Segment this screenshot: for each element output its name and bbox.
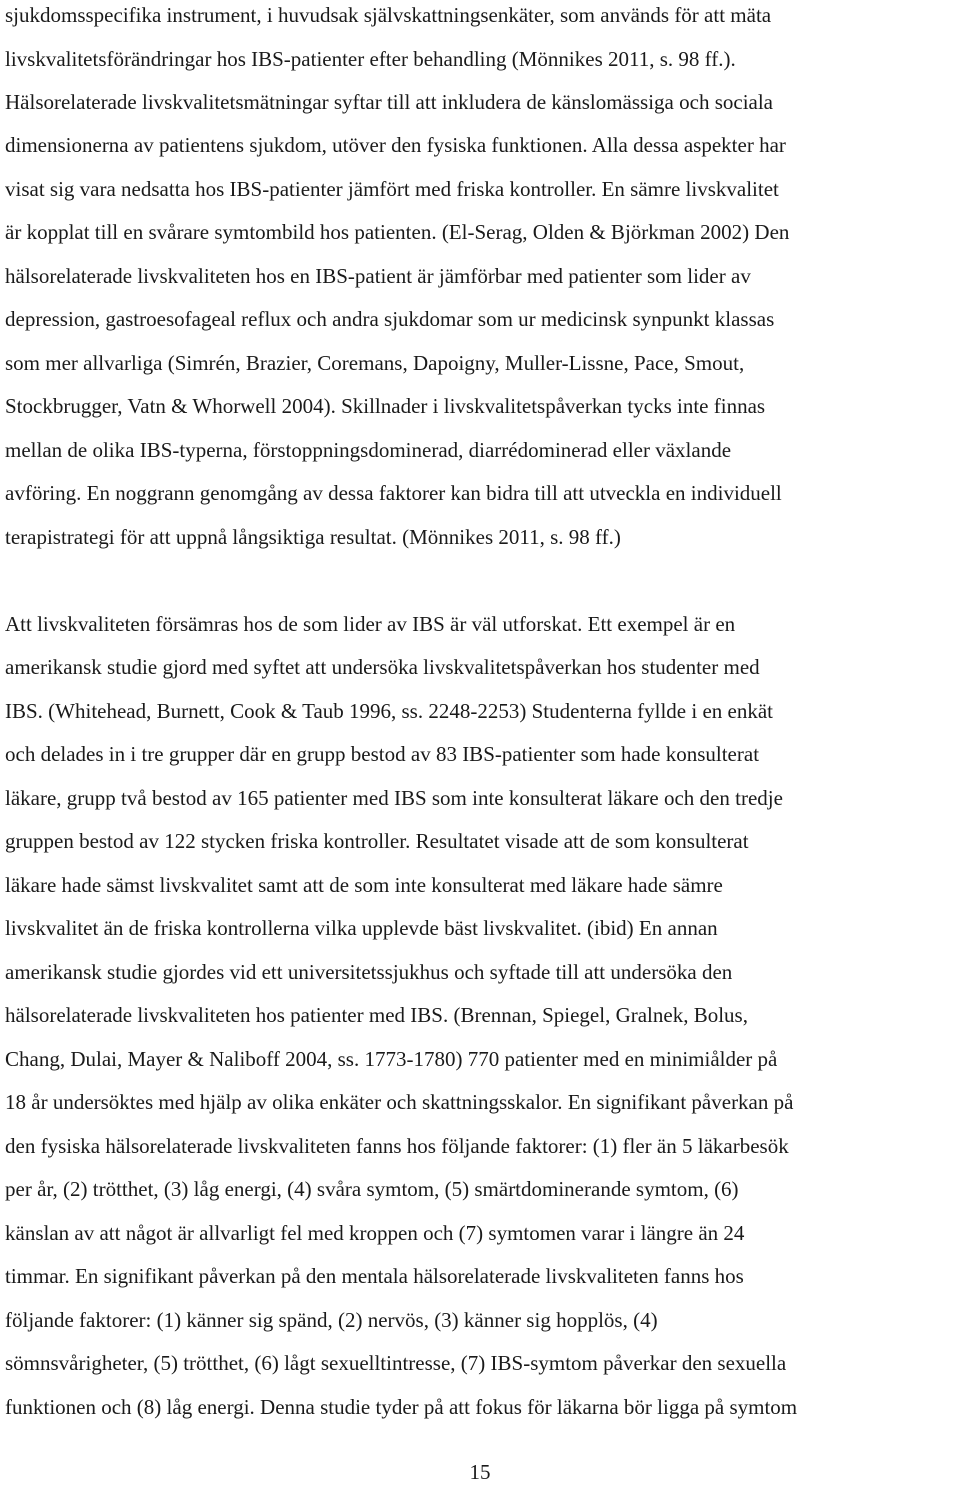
text-line: Stockbrugger, Vatn & Whorwell 2004). Skillnader i livskvalitetspåverkan tycks inte finnas	[5, 394, 766, 418]
text-line: den fysiska hälsorelaterade livskvaliteten fanns hos följande faktorer: (1) fler än 5 läkarbesök	[5, 1134, 789, 1158]
text-line: funktionen och (8) låg energi. Denna studie tyder på att fokus för läkarna bör ligga på symtom	[5, 1395, 798, 1419]
text-line: terapistrategi för att uppnå långsiktiga resultat. (Mönnikes 2011, s. 98 ff.)	[5, 525, 621, 549]
text-line: gruppen bestod av 122 stycken friska kontroller. Resultatet visade att de som konsulterat	[5, 829, 749, 853]
text-line: per år, (2) trötthet, (3) låg energi, (4) svåra symtom, (5) smärtdominerande symtom, (6)	[5, 1177, 739, 1201]
text-line: Chang, Dulai, Mayer & Naliboff 2004, ss. 1773-1780) 770 patienter med en minimiålder på	[5, 1047, 778, 1071]
text-line: och delades in i tre grupper där en grupp bestod av 83 IBS-patienter som hade konsulterat	[5, 742, 760, 766]
text-line: amerikansk studie gjord med syftet att undersöka livskvalitetspåverkan hos studenter med	[5, 655, 760, 679]
text-line: hälsorelaterade livskvaliteten hos en IBS-patient är jämförbar med patienter som lider av	[5, 264, 751, 288]
text-line: mellan de olika IBS-typerna, förstoppningsdominerad, diarrédominerad eller växlande	[5, 438, 732, 462]
text-line: som mer allvarliga (Simrén, Brazier, Coremans, Dapoigny, Muller-Lissne, Pace, Smout,	[5, 351, 745, 375]
text-line: dimensionerna av patientens sjukdom, utöver den fysiska funktionen. Alla dessa aspekter har	[5, 133, 786, 157]
text-line: är kopplat till en svårare symtombild hos patienten. (El-Serag, Olden & Björkman 2002) Den	[5, 220, 790, 244]
text-line: IBS. (Whitehead, Burnett, Cook & Taub 1996, ss. 2248-2253) Studenterna fyllde i en enkät	[5, 699, 774, 723]
text-line: Att livskvaliteten försämras hos de som lider av IBS är väl utforskat. Ett exempel är en	[5, 612, 736, 636]
text-line: amerikansk studie gjordes vid ett universitetssjukhus och syftade till att undersöka den	[5, 960, 733, 984]
text-line: sömnsvårigheter, (5) trötthet, (6) lågt sexuelltintresse, (7) IBS-symtom påverkar den sexuella	[5, 1351, 787, 1375]
text-line: Hälsorelaterade livskvalitetsmätningar syftar till att inkludera de känslomässiga och sociala	[5, 90, 774, 114]
text-line: känslan av att något är allvarligt fel med kroppen och (7) symtomen varar i längre än 24	[5, 1221, 745, 1245]
text-line: 18 år undersöktes med hjälp av olika enkäter och skattningsskalor. En signifikant påverkan på	[5, 1090, 794, 1114]
text-line: hälsorelaterade livskvaliteten hos patienter med IBS. (Brennan, Spiegel, Gralnek, Bolus,	[5, 1003, 748, 1027]
page-number: 15	[469, 1460, 491, 1484]
text-line: läkare, grupp två bestod av 165 patienter med IBS som inte konsulterat läkare och den tredje	[5, 786, 783, 810]
text-line: sjukdomsspecifika instrument, i huvudsak självskattningsenkäter, som används för att mäta	[5, 3, 772, 27]
text-line: visat sig vara nedsatta hos IBS-patienter jämfört med friska kontroller. En sämre livskvalitet	[5, 177, 779, 201]
text-line: följande faktorer: (1) känner sig spänd, (2) nervös, (3) känner sig hopplös, (4)	[5, 1308, 658, 1332]
text-line: läkare hade sämst livskvalitet samt att de som inte konsulterat med läkare hade sämre	[5, 873, 723, 897]
text-line: depression, gastroesofageal reflux och andra sjukdomar som ur medicinsk synpunkt klassas	[5, 307, 775, 331]
text-line: avföring. En noggrann genomgång av dessa faktorer kan bidra till att utveckla en individuell	[5, 481, 782, 505]
text-line: livskvalitet än de friska kontrollerna vilka upplevde bäst livskvalitet. (ibid) En annan	[5, 916, 718, 940]
text-line: timmar. En signifikant påverkan på den mentala hälsorelaterade livskvaliteten fanns hos	[5, 1264, 744, 1288]
text-line: livskvalitetsförändringar hos IBS-patienter efter behandling (Mönnikes 2011, s. 98 ff.).	[5, 47, 736, 71]
